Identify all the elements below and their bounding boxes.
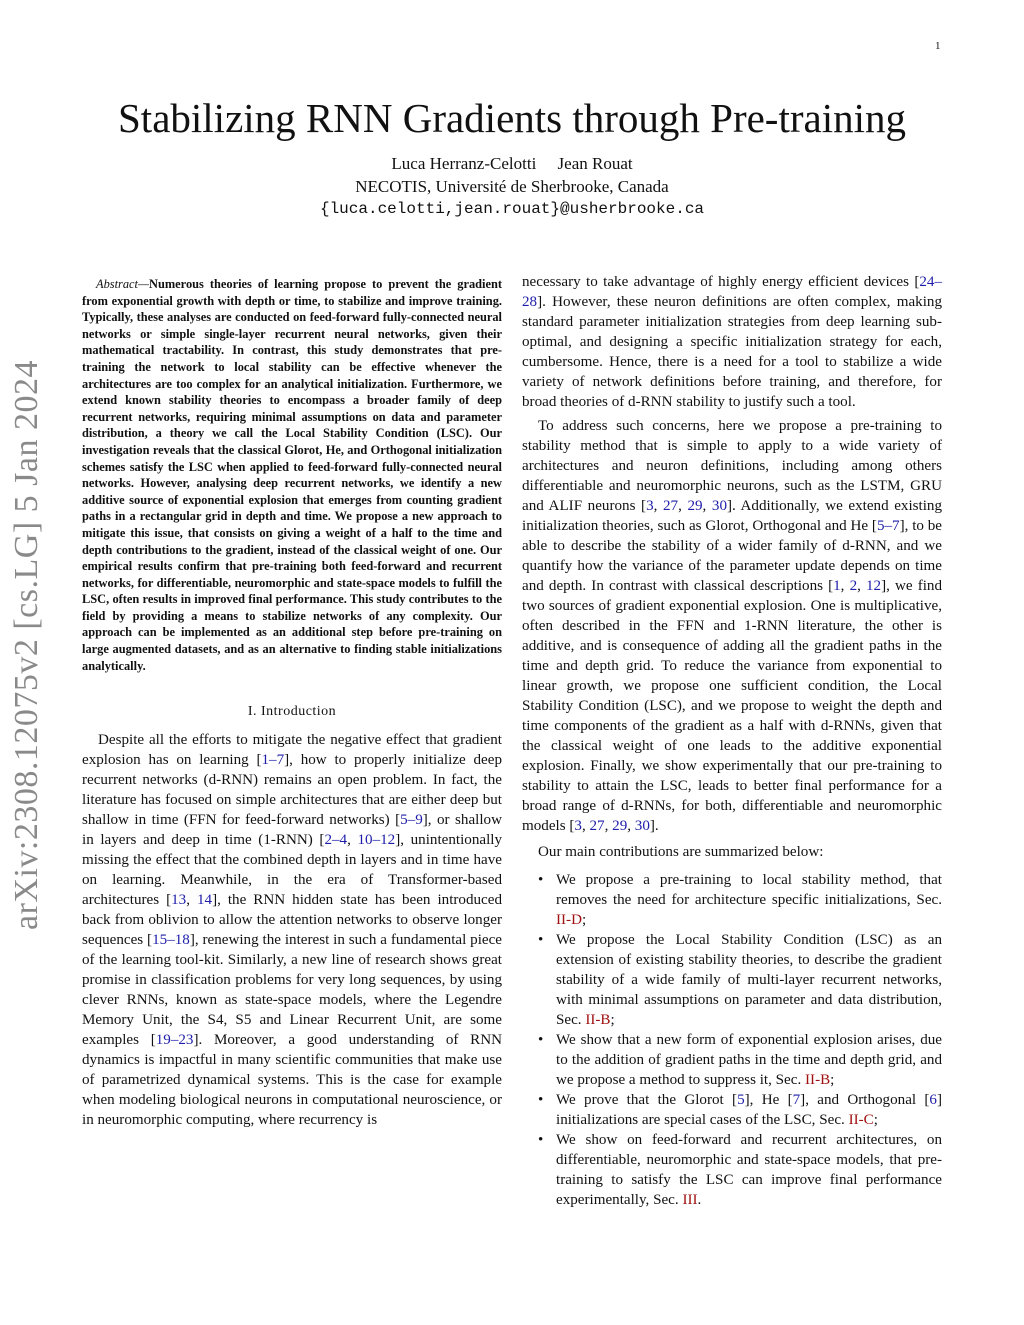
text-run: We propose the Local Stability Condition (LSC) as an extension of existing stability theories, to describe the gradient stability of a wide family of multi-layer recurrent networks, with minimal assumptions on parameter and data distribution, Sec. — [556, 932, 942, 1028]
citation-link[interactable]: 27 — [589, 818, 605, 834]
text-run: , — [581, 818, 590, 834]
text-run: ]. Additionally, we extend existing initialization theories, such as Glorot, Orthogonal and He [ — [522, 498, 943, 534]
citation-link[interactable]: 29 — [612, 818, 628, 834]
text-run: ]. — [649, 818, 659, 834]
citation-link[interactable]: 30 — [711, 498, 727, 514]
text-run: ], renewing the interest in such a fundamental piece of the learning tool-kit. Similarly, a new line of research shows great promise in classification problems for very long sequences, by using clever RNNs, known as state-space models, where the Legendre Memory Unit, the S4, S5 and Linear Recurrent Unit, are some examples [ — [82, 932, 502, 1049]
text-run: , — [653, 498, 663, 514]
text-run: ; — [873, 1112, 878, 1128]
text-run: ], the RNN hidden state has been introduced back from oblivion to allow the attention networks to observe longer sequences [ — [82, 892, 503, 949]
author-block — [0, 152, 1024, 221]
citation-link[interactable]: 2–4 — [324, 832, 348, 849]
author-names: Luca Herranz-Celotti Jean Rouat — [391, 154, 633, 173]
contribution-item — [522, 870, 942, 930]
text-run: , — [604, 818, 613, 834]
text-run: ; — [830, 1072, 835, 1088]
text-run: . — [697, 1192, 702, 1208]
citation-link[interactable]: 30 — [634, 818, 650, 834]
citation-link[interactable]: 1 — [833, 578, 841, 594]
text-run: , — [627, 818, 635, 834]
citation-link[interactable]: 3 — [646, 498, 654, 514]
text-run: necessary to take advantage of highly energy efficient devices [ — [522, 274, 920, 290]
text-run: ], how to properly initialize deep recurrent networks (d-RNN) remains an open problem. In fact, the literature has focused on simple architectures that are either deep but shallow in time (FFN for feed-forward networks) [ — [82, 752, 502, 829]
intro-paragraph-1-continued — [522, 272, 942, 412]
citation-link[interactable]: 10–12 — [357, 832, 396, 849]
citation-link[interactable]: 13 — [171, 892, 187, 909]
citation-link[interactable]: 3 — [574, 818, 582, 834]
text-run: We show on feed-forward and recurrent architectures, on differentiable, neuromorphic and state-space models, that pre-training to satisfy the LSC can improve final performance experimentally, Sec. — [556, 1132, 942, 1208]
text-run: ]. Moreover, a good understanding of RNN dynamics is impactful in many scientific communities that make use of parametrized dynamical systems. This is the case for example when modeling biological neurons in computational neuroscience, or in neuromorphic computing, where recurrency is — [82, 1032, 502, 1129]
contribution-item — [522, 1130, 942, 1210]
text-run: ], unintentionally missing the effect that the combined depth in layers and in time have on learning. Meanwhile, in the era of Transformer-based architectures [ — [82, 832, 503, 909]
abstract — [82, 276, 502, 674]
text-run: ], to be able to describe the stability of a wider family of d-RNN, and we quantify how the variance of the parameter update depends on time and depth. In contrast with classical descriptions [ — [522, 518, 942, 594]
section-link[interactable]: III — [682, 1192, 698, 1208]
citation-link[interactable]: 6 — [929, 1092, 937, 1108]
contribution-item — [522, 1090, 942, 1130]
citation-link[interactable]: 5–9 — [400, 812, 423, 829]
text-run: , — [347, 832, 358, 849]
citation-link[interactable]: 2 — [849, 578, 858, 594]
author-affiliation: NECOTIS, Université de Sherbrooke, Canada — [355, 177, 669, 196]
text-run: ], or shallow in layers and deep in time (1-RNN) [ — [82, 812, 502, 849]
contribution-item — [522, 1030, 942, 1090]
section-link[interactable]: II-D — [556, 912, 582, 928]
citation-link[interactable]: 14 — [196, 892, 213, 909]
text-run: ], we find two sources of gradient exponential explosion. One is multiplicative, often described in the FFN and 1-RNN literature, the other is additive, and is consequence of adding all the gradient paths in the time and depth grid. To reduce the variance from exponential to linear growth, we propose one sufficient condition, the Local Stability Condition (LSC), and we propose to weight the depth and time components of the gradient as a half with d-RNNs, given that the classical weight of one leads to the additive exponential explosion. Finally, we show experimentally that our pre-training to stability to attain the LSC, leads to better final performance for a broad range of d-RNNs, for both, differentiable and neuromorphic models [ — [522, 578, 943, 834]
text-run: Despite all the efforts to mitigate the negative effect that gradient explosion has on learning [ — [82, 732, 502, 769]
citation-link[interactable]: 5 — [737, 1092, 745, 1108]
contributions-list — [522, 870, 942, 1210]
citation-link[interactable]: 15–18 — [152, 932, 190, 949]
left-column — [82, 272, 502, 1130]
page-number: 1 — [935, 40, 941, 52]
citation-link[interactable]: 24–28 — [522, 274, 942, 310]
citation-link[interactable]: 5–7 — [876, 518, 900, 534]
author-email[interactable]: {luca.celotti,jean.rouat}@usherbrooke.ca — [319, 200, 705, 218]
text-run: ], He [ — [744, 1092, 793, 1108]
text-run: , — [840, 578, 850, 594]
text-run: We show that a new form of exponential explosion arises, due to the addition of gradient paths in the time and depth grid, and we propose a method to suppress it, Sec. — [556, 1032, 942, 1088]
citation-link[interactable]: 29 — [687, 498, 703, 514]
text-run: , — [678, 498, 688, 514]
citation-link[interactable]: 19–23 — [155, 1032, 194, 1049]
contributions-intro: Our main contributions are summarized below: — [538, 844, 824, 860]
text-run: ], and Orthogonal [ — [800, 1092, 930, 1108]
section-heading-introduction: I. Introduction — [247, 704, 337, 720]
citation-link[interactable]: 7 — [792, 1092, 801, 1108]
section-link[interactable]: II-C — [848, 1112, 874, 1128]
citation-link[interactable]: 12 — [866, 578, 882, 594]
text-run: ; — [581, 912, 587, 928]
text-run: ; — [610, 1012, 615, 1028]
text-run: ]. However, these neuron definitions are often complex, making standard parameter initialization strategies from deep learning sub-optimal, and designing a specific initialization strategy for each, cumbersome. Hence, there is a need for a tool to stabilize a wide variety of network definitions before training, and therefore, for broad theories of d-RNN stability to justify such a tool. — [522, 294, 942, 410]
intro-paragraph-1 — [82, 730, 502, 1130]
text-run: , — [857, 578, 866, 594]
text-run: ] initializations are special cases of the LSC, Sec. — [556, 1092, 942, 1128]
text-run: , — [186, 892, 197, 909]
right-column — [522, 272, 942, 1210]
abstract-text: Numerous theories of learning propose to prevent the gradient from exponential growth with depth or time, to stabilize and improve training. Typically, these analyses are conducted on feed-forward fully-connected neural networks or simple single-layer recurrent neural networks, given their mathematical tractability. In contrast, this study demonstrates that pre-training the network to local stability can be effective whenever the architectures are too complex for an analytical initialization. Furthermore, we extend known stability theories to encompass a broader family of deep recurrent networks, requiring minimal assumptions on data and parameter distribution, a theory we call the Local Stability Condition (LSC). Our investigation reveals that the classical Glorot, He, and Orthogonal initialization schemes satisfy the LSC when applied to feed-forward fully-connected neural networks. However, analysing deep recurrent networks, we identify a new additive source of exponential explosion that emerges from counting gradient paths in a rectangular grid in depth and time. We propose a new approach to mitigate this issue, that consists on giving a weight of a half to the time and depth contributions to the gradient, instead of the classical weight of one. Our empirical results confirm that pre-training both feed-forward and recurrent networks, for differentiable, neuromorphic and state-space models to fulfill the LSC, often results in improved final performance. This study contributes to the field by providing a means to stabilize networks of any complexity. Our approach can be implemented as an additional step before pre-training on large augmented datasets, and as an alternative to finding stable initializations analytically. — [82, 277, 502, 673]
text-run: We prove that the Glorot [ — [556, 1092, 738, 1108]
citation-link[interactable]: 27 — [662, 498, 679, 514]
contribution-item — [522, 930, 942, 1030]
abstract-lead: Abstract— — [96, 277, 150, 291]
intro-paragraph-2 — [522, 416, 942, 836]
paper-title: Stabilizing RNN Gradients through Pre-training — [118, 95, 906, 141]
citation-link[interactable]: 1–7 — [261, 752, 285, 769]
text-run: We propose a pre-training to local stability method, that removes the need for architecture specific initializations, Sec. — [556, 872, 942, 908]
text-run: To address such concerns, here we propose a pre-training to stability method that is simple to apply to a wide variety of architectures and neuron definitions, including among others differentiable and neuromorphic neurons, such as the LSTM, GRU and ALIF neurons [ — [522, 418, 942, 514]
section-link[interactable]: II-B — [805, 1072, 831, 1088]
text-run: , — [702, 498, 712, 514]
arxiv-identifier[interactable]: arXiv:2308.12075v2 [cs.LG] 5 Jan 2024 — [8, 360, 45, 930]
section-link[interactable]: II-B — [585, 1012, 611, 1028]
